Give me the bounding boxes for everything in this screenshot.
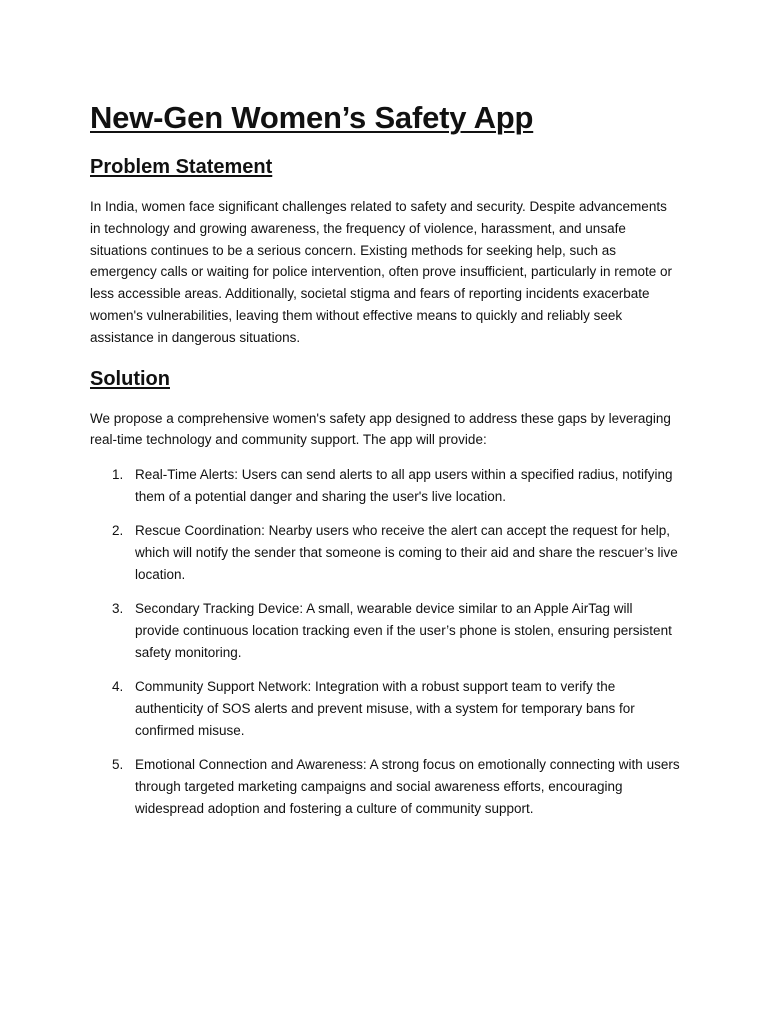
list-item-number: 4.: [112, 679, 124, 695]
list-item-text: Real-Time Alerts: Users can send alerts to all app users within a specified radius, notifying them of a potential danger and sharing the user's live location.: [135, 467, 673, 504]
solution-heading: Solution: [90, 367, 170, 390]
list-item: [90, 598, 680, 663]
list-item-number: 5.: [112, 756, 124, 772]
list-item: [90, 754, 680, 819]
problem-statement-heading: Problem Statement: [90, 156, 273, 178]
list-item-number: 2.: [112, 523, 124, 539]
list-item-text: Emotional Connection and Awareness: A strong focus on emotionally connecting with users through targeted marketing campaigns and social awareness efforts, encouraging widespread adoption and fostering a culture of community support.: [135, 756, 680, 816]
document-page: [90, 96, 680, 832]
list-item: [90, 676, 680, 741]
list-item-number: 1.: [112, 467, 124, 483]
list-item-number: 3.: [112, 601, 124, 617]
document-title: New-Gen Women’s Safety App: [90, 100, 534, 135]
list-item: [90, 520, 680, 585]
list-item-text: Community Support Network: Integration with a robust support team to verify the authenticity of SOS alerts and prevent misuse, with a system for temporary bans for confirmed misuse.: [135, 679, 635, 738]
list-item: [90, 464, 680, 508]
solution-feature-list: [90, 464, 680, 819]
list-item-text: Rescue Coordination: Nearby users who receive the alert can accept the request for help, which will notify the sender that someone is coming to their aid and share the rescuer’s live location.: [135, 523, 678, 582]
solution-intro-paragraph: We propose a comprehensive women's safety app designed to address these gaps by leveraging real-time technology and community support. The app will provide:: [90, 410, 671, 448]
list-item-text: Secondary Tracking Device: A small, wearable device similar to an Apple AirTag will provide continuous location tracking even if the user’s phone is stolen, ensuring persistent safety monitoring.: [135, 601, 672, 660]
problem-statement-paragraph: In India, women face significant challenges related to safety and security. Despite advancements in technology and growing awareness, the frequency of violence, harassment, and unsafe situations continues to be a serious concern. Existing methods for seeking help, such as emergency calls or waiting for police intervention, often prove insufficient, particularly in remote or less accessible areas. Additionally, societal stigma and fears of reporting incidents exacerbate women's vulnerabilities, leaving them without effective means to quickly and reliably seek assistance in dangerous situations.: [90, 199, 673, 345]
